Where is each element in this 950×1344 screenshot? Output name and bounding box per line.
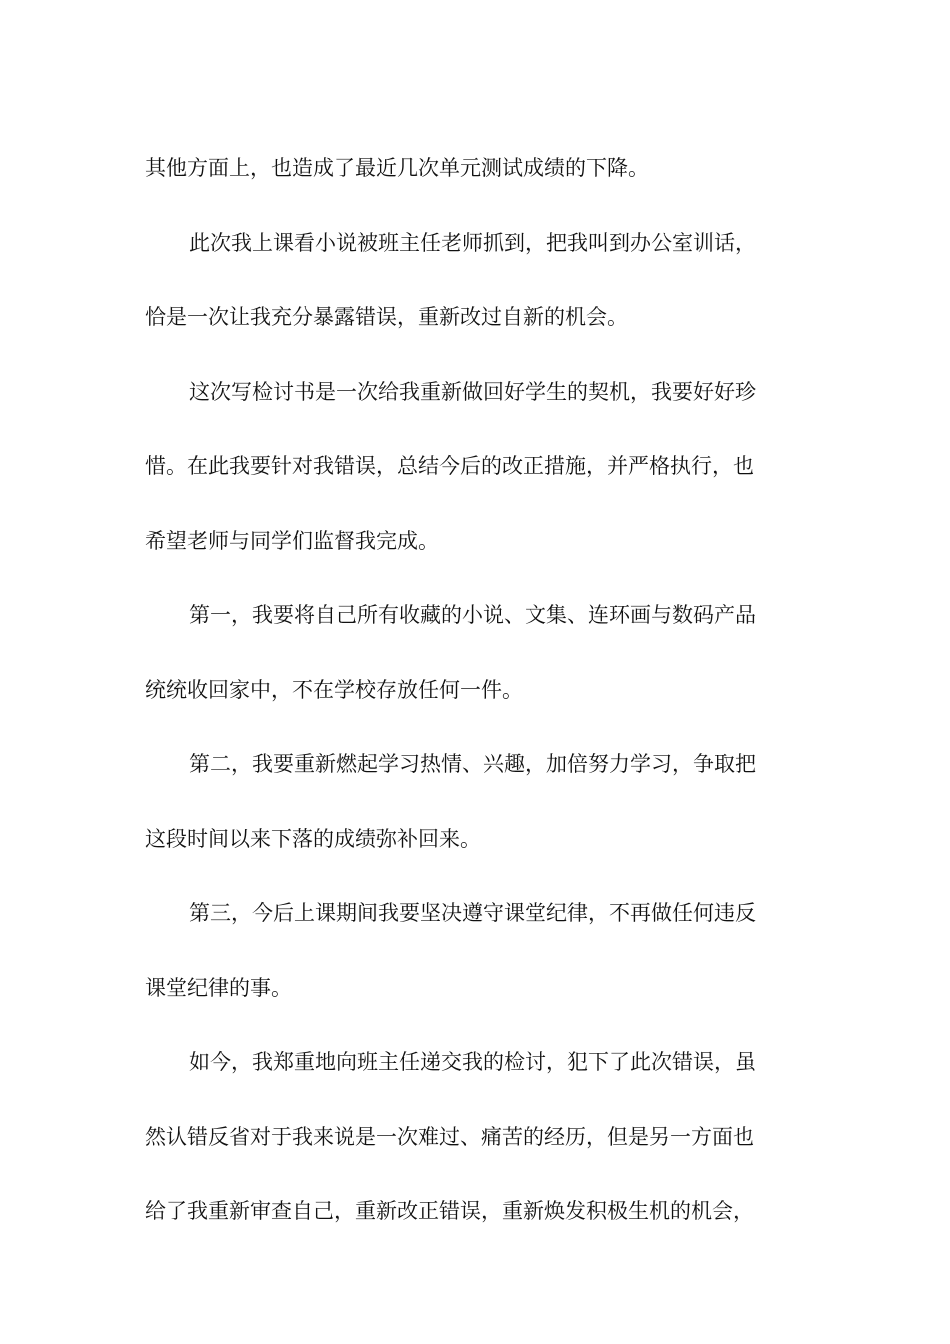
paragraph-4 — [145, 578, 805, 727]
paragraph-1 — [145, 131, 805, 206]
text-line: 然认错反省对于我来说是一次难过、痛苦的经历，但是另一方面也 — [145, 1124, 754, 1149]
text-line: 其他方面上，也造成了最近几次单元测试成绩的下降。 — [145, 156, 649, 180]
text-line: 课堂纪律的事。 — [145, 975, 292, 1000]
text-line: 统统收回家中，不在学校存放任何一件。 — [145, 677, 523, 702]
document-body — [145, 131, 805, 1249]
text-line: 第三，今后上课期间我要坚决遵守课堂纪律，不再做任何违反 — [189, 901, 756, 925]
text-line: 第一，我要将自己所有收藏的小说、文集、连环画与数码产品 — [189, 603, 756, 627]
text-line: 此次我上课看小说被班主任老师抓到，把我叫到办公室训话， — [189, 230, 756, 255]
paragraph-7 — [145, 1025, 805, 1249]
text-line: 希望老师与同学们监督我完成。 — [145, 528, 439, 553]
paragraph-5 — [145, 727, 805, 876]
text-line: 惜。在此我要针对我错误，总结今后的改正措施，并严格执行，也 — [145, 454, 754, 478]
text-line: 如今，我郑重地向班主任递交我的检讨，犯下了此次错误，虽 — [189, 1050, 756, 1074]
paragraph-3 — [145, 355, 805, 579]
text-line: 恰是一次让我充分暴露错误，重新改过自新的机会。 — [145, 305, 628, 329]
paragraph-2 — [145, 206, 805, 355]
text-line: 这次写检讨书是一次给我重新做回好学生的契机，我要好好珍 — [189, 379, 756, 404]
text-line: 给了我重新审查自己，重新改正错误，重新焕发积极生机的机会， — [145, 1199, 754, 1223]
text-line: 第二，我要重新燃起学习热情、兴趣，加倍努力学习，争取把 — [189, 752, 756, 776]
paragraph-6 — [145, 876, 805, 1025]
text-line: 这段时间以来下落的成绩弥补回来。 — [145, 826, 481, 851]
